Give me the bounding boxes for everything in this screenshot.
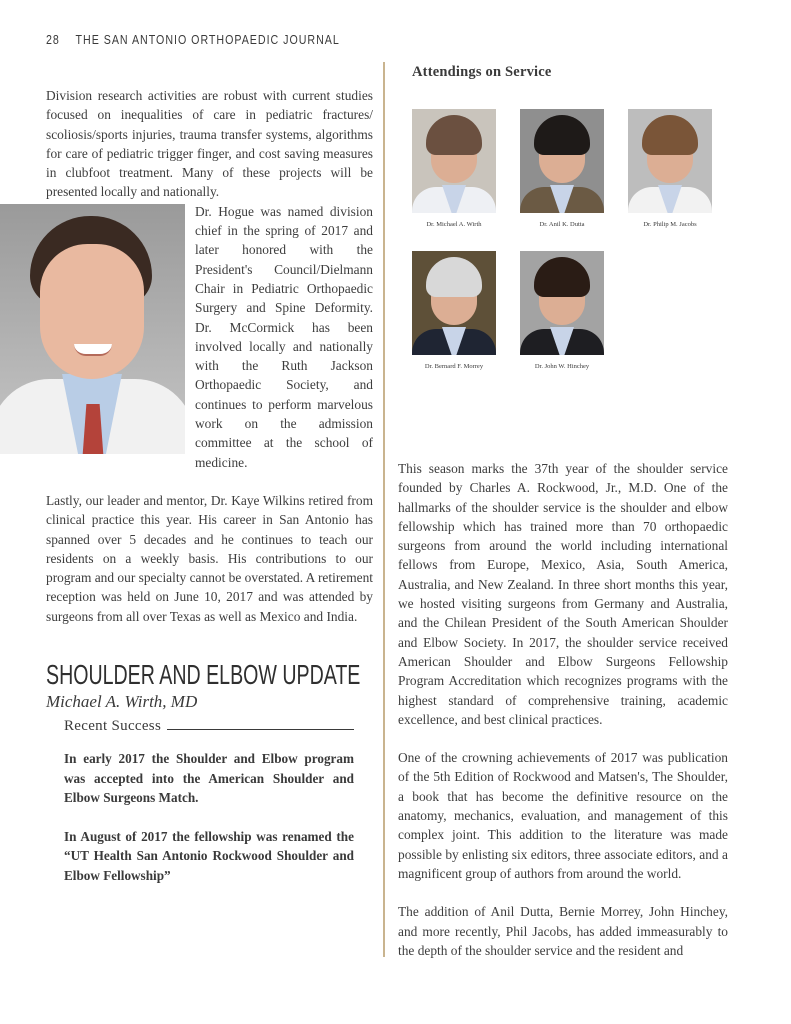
recent-success-box xyxy=(64,718,354,885)
attending-caption: Dr. Anil K. Dutta xyxy=(539,221,585,228)
intro-text: Division research activities are robust with current studies focused on inequalities of care in pediatric fractures/ scoliosis/sports injuries, trauma transfer systems, algorithms for care of pediatric trigger finger, and cost saving measures in clubfoot treatment. Many of these projects will be presented locally and nationally. xyxy=(46,88,373,200)
attending-photo xyxy=(520,109,604,213)
attending-card xyxy=(628,109,712,228)
heading-rule xyxy=(167,729,354,730)
right-column xyxy=(398,64,728,960)
photo-hair xyxy=(426,257,482,297)
pediatric-section xyxy=(46,86,373,626)
shoulder-service-text xyxy=(398,459,728,960)
recent-success-item: In August of 2017 the fellowship was renamed the “UT Health San Antonio Rockwood Shoulder and Elbow Fellowship” xyxy=(64,828,354,883)
body-paragraph: One of the crowning achievements of 2017 was publication of the 5th Edition of Rockwood and Matsen's, The Shoulder, a book that has become the definitive resource on the anatomy, mechanics, evaluation, and management of this complex joint. This addition to the literature was made possible by enlisting six editors, three associate editors, and a magnificent group of authors from around the world. xyxy=(398,750,728,881)
photo-hair xyxy=(534,115,590,155)
journal-title: THE SAN ANTONIO ORTHOPAEDIC JOURNAL xyxy=(75,32,340,47)
photo-hair xyxy=(534,257,590,297)
body-paragraph: This season marks the 37th year of the shoulder service founded by Charles A. Rockwood, Jr., M.D. One of the hallmarks of the shoulder service is the shoulder and elbow fellowship which has trained more than 70 orthopaedic surgeons from around the world including international fellows from Europe, Mexico, Asia, South America, Australia, and New Zealand. In three short months this year, we hosted visiting surgeons from Germany and Australia, and the Chilean President of the South American Shoulder and Elbow Society. In 2017, the shoulder service received American Shoulder and Elbow Surgeons Fellowship Program Accreditation which recognizes programs with the highest standard of comprehensive training, academic excellence, and best clinical practices. xyxy=(398,461,728,727)
dr-hogue-photo xyxy=(0,204,185,454)
section-title: SHOULDER AND ELBOW UPDATE xyxy=(46,659,361,691)
attending-photo xyxy=(520,251,604,355)
attending-card xyxy=(412,251,496,370)
attending-card xyxy=(412,109,496,228)
attending-caption: Dr. Bernard F. Morrey xyxy=(424,363,484,370)
attending-caption: Dr. Philip M. Jacobs xyxy=(643,221,697,228)
attending-caption: Dr. Michael A. Wirth xyxy=(426,221,482,228)
column-divider xyxy=(383,62,385,957)
paragraph-gap xyxy=(46,472,373,491)
paragraph-gap xyxy=(398,729,728,748)
attending-photo xyxy=(628,109,712,213)
photo-hair xyxy=(426,115,482,155)
attending-photo xyxy=(412,109,496,213)
author-byline: Michael A. Wirth, MD xyxy=(46,692,198,712)
photo-hair xyxy=(642,115,698,155)
attendings-gallery xyxy=(398,81,728,391)
hogue-paragraph: Dr. Hogue was named division chief in the spring of 2017 and later honored with the President's Council/Dielmann Chair in Pediatric Orthopaedic Surgery and Spine Deformity. Dr. McCormick has been involved locally and nationally with the Ruth Jackson Orthopaedic Society, and continues to perform marvelous work on the admission committee at the school of medicine. xyxy=(195,203,373,470)
photo-smile xyxy=(74,344,112,356)
attending-caption: Dr. John W. Hinchey xyxy=(534,363,590,370)
wilkins-paragraph: Lastly, our leader and mentor, Dr. Kaye Wilkins retired from clinical practice this year. His career in San Antonio has spanned over 5 decades and he continues to teach our residents on a weekly basis. His contributions to our program and our specialty cannot be overstated. A retirement reception was held on June 10, 2017 and was attended by surgeons from all over Texas as well as Mexico and India. xyxy=(46,492,373,624)
running-head xyxy=(46,32,340,50)
attending-card xyxy=(520,109,604,228)
attending-photo xyxy=(412,251,496,355)
photo-face xyxy=(40,244,144,379)
page-number: 28 xyxy=(46,32,60,47)
attending-card xyxy=(520,251,604,370)
paragraph-gap xyxy=(398,883,728,902)
left-column xyxy=(46,86,373,885)
recent-success-label: Recent Success xyxy=(64,718,162,735)
recent-success-item: In early 2017 the Shoulder and Elbow program was accepted into the American Shoulder and Elbow Surgeons Match. xyxy=(64,751,354,806)
attendings-title: Attendings on Service xyxy=(412,64,552,80)
intro-paragraph xyxy=(46,86,373,202)
recent-success-heading xyxy=(64,718,354,735)
body-paragraph: The addition of Anil Dutta, Bernie Morrey, John Hinchey, and more recently, Phil Jacobs, has added immeasurably to the depth of the shoulder service and the resident and xyxy=(398,904,728,958)
